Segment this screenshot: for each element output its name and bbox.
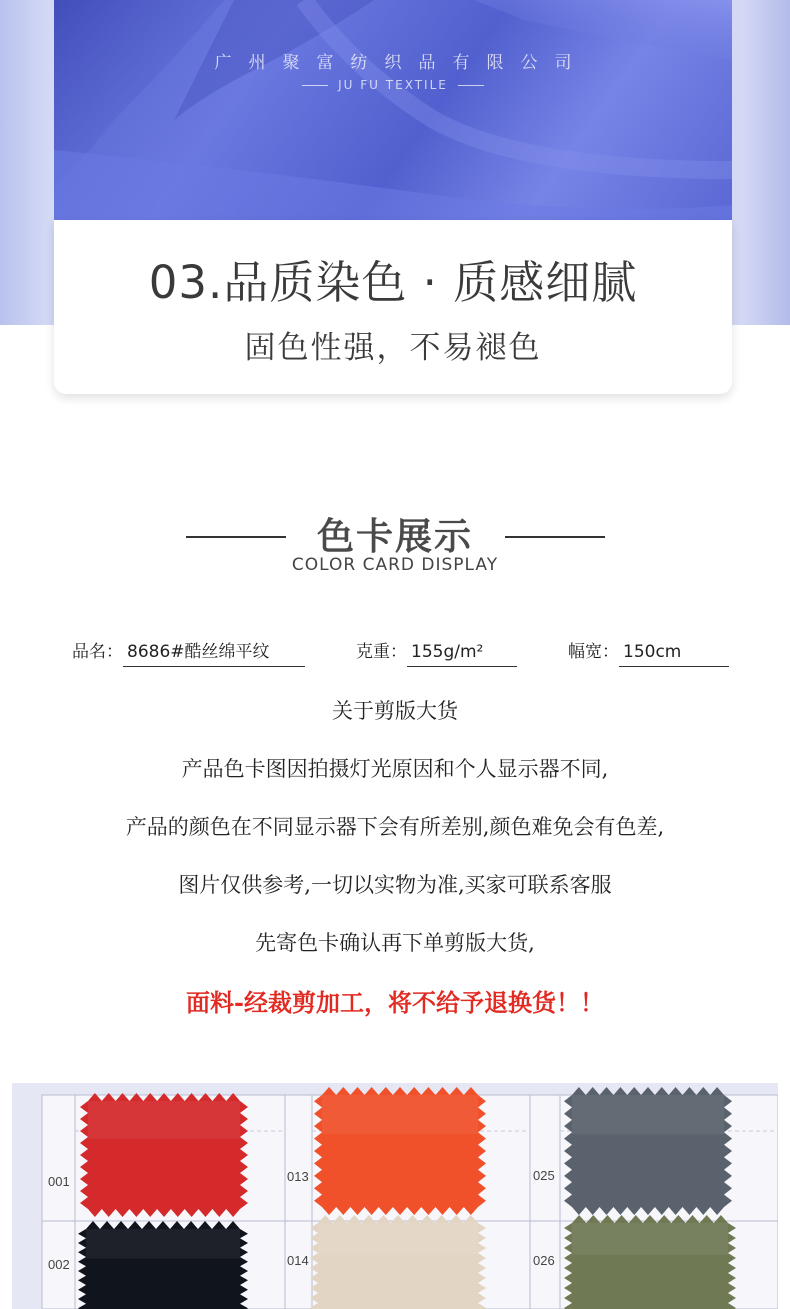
company-name-en: [54, 78, 732, 92]
swatch-code: 013: [287, 1169, 309, 1184]
section-title: 色卡展示: [317, 515, 473, 558]
swatch-code: 014: [287, 1253, 309, 1268]
swatch-sheen: [572, 1223, 728, 1255]
swatch-sheen: [322, 1095, 478, 1134]
swatch-sheen: [86, 1229, 240, 1258]
notice-line: 图片仅供参考,一切以实物为准,买家可联系客服: [178, 873, 612, 897]
quality-title: 03.品质染色 · 质感细腻: [148, 256, 638, 309]
section-subtitle: COLOR CARD DISPLAY: [291, 555, 499, 575]
swatch-code: 002: [48, 1257, 70, 1272]
spec-weight-label: 克重：: [356, 642, 407, 662]
spec-width-value: 150cm: [619, 642, 729, 667]
company-name-cn: 广州聚富纺织品有限公司: [214, 53, 589, 73]
swatch-sheen: [318, 1223, 478, 1255]
swatch-code: 025: [533, 1168, 555, 1183]
swatch-025: [564, 1087, 732, 1215]
divider-right: [458, 85, 484, 86]
spec-name-label: 品名：: [72, 642, 123, 662]
swatch-code: 026: [533, 1253, 555, 1268]
swatch-board: [12, 1083, 778, 1309]
quality-subtitle: 固色性强，不易褪色: [244, 330, 542, 366]
swatch-026: [564, 1215, 736, 1309]
spec-name-value: 8686#酷丝绵平纹: [123, 637, 305, 667]
quality-card: [54, 220, 732, 394]
swatch-sheen: [572, 1095, 724, 1134]
spec-weight-value: 155g/m²: [407, 642, 517, 667]
fabric-photo: [54, 0, 732, 220]
swatch-013: [314, 1087, 486, 1215]
spec-width: [568, 637, 729, 667]
fabric-folds: [54, 0, 732, 220]
spec-product-name: [72, 637, 305, 667]
divider-left: [302, 85, 328, 86]
spec-weight: [356, 637, 517, 667]
company-name-en-text: JU FU TEXTILE: [338, 78, 448, 92]
notice-warning: 面料-经裁剪加工，将不给予退换货！！: [186, 988, 604, 1017]
notice-heading: 关于剪版大货: [332, 699, 458, 723]
swatch-code: 001: [48, 1174, 70, 1189]
swatch-001: [80, 1093, 248, 1217]
swatch-002: [78, 1221, 248, 1309]
spec-width-label: 幅宽：: [568, 642, 619, 662]
notice-line: 产品的颜色在不同显示器下会有所差别,颜色难免会有色差,: [125, 815, 665, 839]
notice-line: 产品色卡图因拍摄灯光原因和个人显示器不同,: [181, 757, 609, 781]
notice-line: 先寄色卡确认再下单剪版大货,: [255, 931, 535, 955]
swatch-sheen: [88, 1101, 240, 1139]
swatch-014: [310, 1215, 486, 1309]
